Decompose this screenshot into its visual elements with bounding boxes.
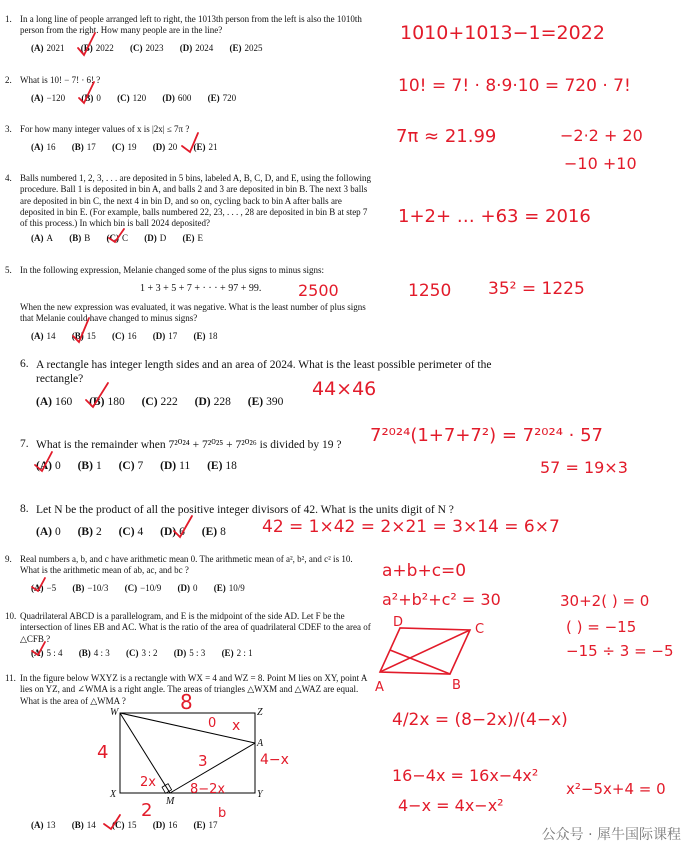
choice-d: (D) 17 — [152, 331, 178, 341]
label-y: Y — [257, 789, 263, 800]
question-number: 7. — [20, 438, 29, 450]
choice-e: (E) 720 — [207, 93, 237, 103]
handwriting-note: −10 +10 — [564, 154, 637, 173]
choice-d: (D) 6 — [160, 526, 185, 538]
question-text: In the figure below WXYZ is a rectangle with WX = 4 and WZ = 8. Point M lies on XY, point A lies on YZ, and ∠WMA is a right angle. The areas of triangles △WXM and △WAZ are equal. What is the area of △WMA ? — [20, 673, 367, 706]
choice-e: (E) 2 : 1 — [221, 648, 253, 658]
handwriting-note: 10! = 7! · 8·9·10 = 720 · 7! — [398, 76, 631, 96]
choice-a: (A) A — [31, 233, 53, 243]
handwriting-note: 30+2( ) = 0 — [560, 592, 650, 610]
choice-b: (B) 14 — [71, 820, 96, 830]
handwriting-note: −15 ÷ 3 = −5 — [566, 642, 674, 660]
sketch-label-d: D — [393, 615, 404, 630]
choice-c: (C) 120 — [117, 93, 147, 103]
figure-annotation: 2x — [140, 775, 156, 790]
choice-b: (B) 180 — [89, 396, 125, 408]
sketch-label-a: A — [375, 680, 384, 695]
question-number: 11. — [5, 673, 16, 683]
sketch-label-b: B — [452, 678, 461, 693]
choice-a: (A) −5 — [31, 583, 57, 593]
handwriting-note: 35² = 1225 — [488, 279, 585, 299]
choice-b: (B) −10/3 — [72, 583, 109, 593]
handwriting-note: 4−x = 4x−x² — [398, 796, 504, 815]
choice-e: (E) 10/9 — [213, 583, 245, 593]
choice-e: (E) 21 — [193, 142, 218, 152]
figure-annotation: 4−x — [260, 752, 289, 768]
choice-a: (A) 16 — [31, 142, 56, 152]
question-number: 6. — [20, 358, 29, 370]
choice-e: (E) 18 — [207, 460, 237, 472]
figure-annotation: 3 — [198, 752, 208, 770]
choice-a: (A) 5 : 4 — [31, 648, 63, 658]
handwriting-note: 16−4x = 16x−4x² — [392, 766, 539, 785]
question-text: In a long line of people arranged left to right, the 1013th person from the left is also the 1010th person from the right. How many people are in the line? — [20, 14, 362, 36]
choice-a: (A) 0 — [36, 526, 61, 538]
watermark: 公众号 · 犀牛国际课程 — [541, 827, 681, 843]
label-w: W — [110, 707, 119, 718]
choice-c: (C) 3 : 2 — [126, 648, 158, 658]
question-number: 3. — [5, 124, 12, 134]
figure-annotation: x — [232, 718, 241, 734]
choice-a: (A) 160 — [36, 396, 73, 408]
handwriting-note: 44×46 — [312, 378, 377, 400]
choice-d: (D) 5 : 3 — [173, 648, 206, 658]
question-text: What is the remainder when 7²⁰²⁴ + 7²⁰²⁵ + 7²⁰²⁶ is divided by 19 ? — [36, 439, 342, 451]
question-text: Quadrilateral ABCD is a parallelogram, and E is the midpoint of the side AD. Let F be the intersection of lines EB and AC. What is the ratio of the area of quadrilateral CDEF to the area of △CFB ? — [20, 611, 371, 644]
choice-b: (B) 2 — [77, 526, 102, 538]
choice-e: (E) 18 — [193, 331, 218, 341]
choice-b: (B) 0 — [81, 93, 101, 103]
handwriting-note: 2500 — [298, 281, 339, 300]
choice-c: (C) 16 — [112, 331, 137, 341]
handwriting-note: 1250 — [408, 281, 452, 301]
label-x: X — [110, 789, 117, 800]
figure-annotation: 2 — [141, 800, 153, 821]
choice-d: (D) 11 — [160, 460, 191, 472]
choice-a: (A) 14 — [31, 331, 56, 341]
handwriting-note: x²−5x+4 = 0 — [566, 780, 666, 798]
question-text: In the following expression, Melanie changed some of the plus signs to minus signs: — [20, 265, 324, 275]
choice-a: (A) 2021 — [31, 43, 65, 53]
question-number: 8. — [20, 503, 29, 515]
choice-e: (E) 390 — [247, 396, 284, 408]
handwriting-note: 7π ≈ 21.99 — [396, 126, 497, 147]
choice-d: (D) 2024 — [179, 43, 214, 53]
choice-e: (E) E — [182, 233, 204, 243]
figure-annotation: 4 — [97, 742, 109, 763]
choice-d: (D) D — [144, 233, 167, 243]
choice-c: (C) 222 — [141, 396, 178, 408]
handwriting-note: 42 = 1×42 = 2×21 = 3×14 = 6×7 — [262, 517, 560, 537]
handwriting-note: 57 = 19×3 — [540, 458, 628, 477]
figure-annotation: 8−2x — [190, 782, 226, 797]
choice-b: (B) B — [69, 233, 91, 243]
figure-annotation: b — [218, 806, 227, 821]
handwriting-note: 1010+1013−1=2022 — [400, 22, 605, 44]
choice-c: (C) 15 — [112, 820, 137, 830]
question-number: 4. — [5, 173, 12, 183]
question-text-2: When the new expression was evaluated, it was negative. What is the least number of plus signs that Melanie could have changed to minus signs? — [20, 302, 366, 324]
question-text: For how many integer values of x is |2x| ≤ 7π ? — [20, 124, 190, 134]
choice-c: (C) 4 — [118, 526, 144, 538]
handwriting-note: a+b+c=0 — [382, 561, 467, 581]
label-z: Z — [257, 707, 263, 718]
handwriting-note: a²+b²+c² = 30 — [382, 590, 501, 609]
choice-c: (C) −10/9 — [124, 583, 162, 593]
choice-b: (B) 15 — [71, 331, 96, 341]
question-number: 9. — [5, 554, 12, 564]
choice-b: (B) 2022 — [80, 43, 114, 53]
choice-b: (B) 1 — [77, 460, 102, 472]
choice-c: (C) C — [106, 233, 129, 243]
choice-a: (A) −120 — [31, 93, 66, 103]
question-text: Balls numbered 1, 2, 3, . . . are deposited in 5 bins, labeled A, B, C, D, and E, using the following procedure. Ball 1 is deposited in bin A, and balls 2 and 3 are deposited in bin B. The next 3 balls are deposited in bin C, the next 4 in bin D, and so on, cycling back to bin A after balls are deposited in bin E. (For example, balls numbered 22, 23, . . . , 28 are deposited in bin B at step 7 of this process.) In which bin is ball 2024 deposited? — [20, 173, 371, 228]
question-number: 5. — [5, 265, 12, 275]
question-number: 2. — [5, 75, 12, 85]
sketch-label-c: C — [475, 622, 485, 637]
question-number: 1. — [5, 14, 12, 24]
handwriting-note: 7²⁰²⁴(1+7+7²) = 7²⁰²⁴ · 57 — [370, 425, 604, 446]
choice-c: (C) 2023 — [130, 43, 164, 53]
handwriting-note: −2·2 + 20 — [560, 126, 643, 145]
choice-c: (C) 7 — [118, 460, 144, 472]
choice-a: (A) 0 — [36, 460, 61, 472]
choice-d: (D) 600 — [162, 93, 192, 103]
choice-d: (D) 20 — [152, 142, 178, 152]
question-text: Real numbers a, b, and c have arithmetic mean 0. The arithmetic mean of a², b², and c² is 10. What is the arithmetic mean of ab, ac, and bc ? — [20, 554, 353, 576]
handwriting-note: 1+2+ … +63 = 2016 — [398, 206, 591, 227]
figure-annotation: 8 — [180, 690, 193, 714]
question-number: 10. — [5, 611, 17, 621]
question-text: Let N be the product of all the positive integer divisors of 42. What is the units digit of N ? — [36, 504, 454, 516]
handwriting-note: ( ) = −15 — [566, 618, 637, 636]
choice-c: (C) 19 — [112, 142, 137, 152]
choice-d: (D) 16 — [152, 820, 178, 830]
choice-b: (B) 4 : 3 — [78, 648, 110, 658]
choice-e: (E) 2025 — [229, 43, 263, 53]
choice-e: (E) 8 — [201, 526, 226, 538]
choice-a: (A) 13 — [31, 820, 56, 830]
handwriting-note: 4/2x = (8−2x)/(4−x) — [392, 710, 568, 730]
expression: 1 + 3 + 5 + 7 + · · · + 97 + 99. — [140, 283, 262, 294]
question-text: What is 10! − 7! · 6! ? — [20, 75, 101, 85]
figure-annotation: 0 — [208, 716, 217, 731]
label-m: M — [166, 796, 175, 807]
choice-d: (D) 0 — [177, 583, 198, 593]
label-a: A — [257, 738, 264, 749]
choice-e: (E) 17 — [193, 820, 218, 830]
choice-b: (B) 17 — [71, 142, 96, 152]
question-text: A rectangle has integer length sides and an area of 2024. What is the least possible perimeter of the rectangle? — [36, 359, 492, 386]
choice-d: (D) 228 — [194, 396, 231, 408]
